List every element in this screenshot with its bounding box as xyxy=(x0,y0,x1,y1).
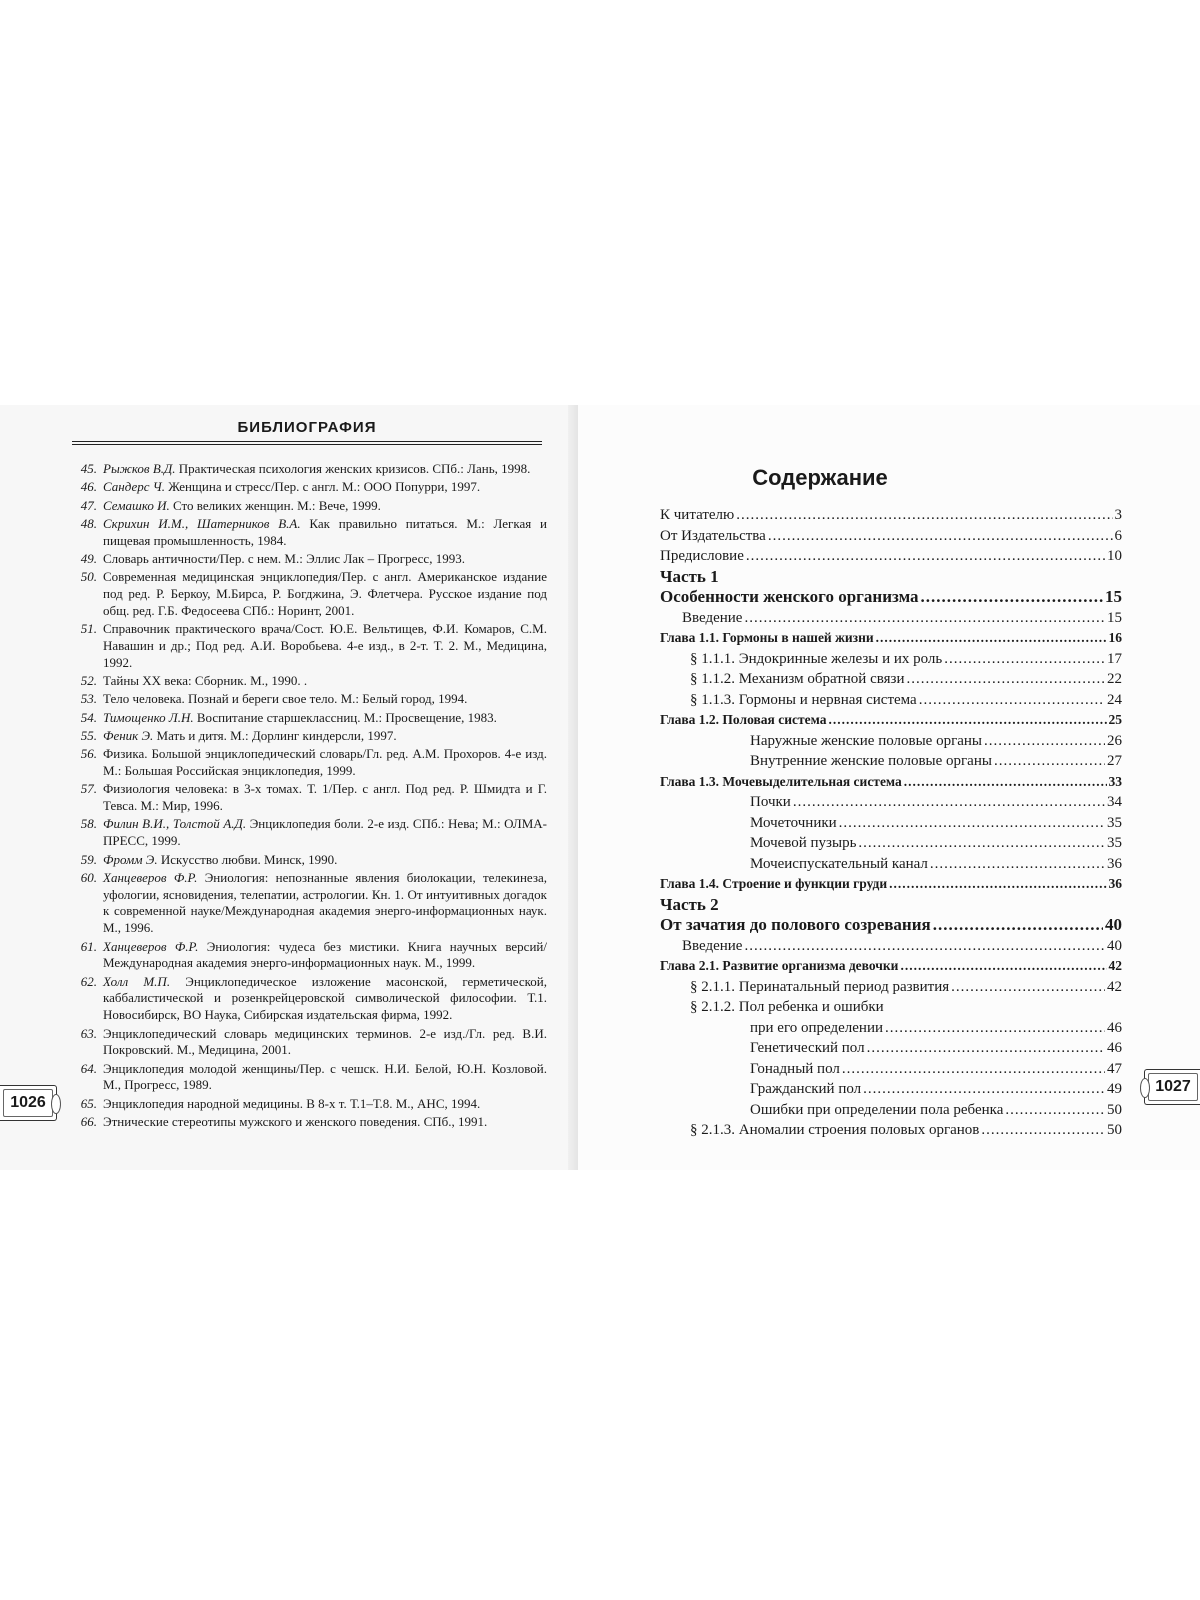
toc-entry xyxy=(660,813,1122,834)
bibliography-entry xyxy=(82,673,547,690)
entry-author: Рыжков В.Д. xyxy=(103,461,176,476)
entry-author: Фромм Э. xyxy=(103,851,158,867)
toc-page-number: 10 xyxy=(1107,548,1122,564)
bibliography-entry xyxy=(82,870,547,937)
dot-leader xyxy=(828,710,1106,731)
entry-text: Словарь античности/Пер. с нем. М.: Эллис Лак – Прогресс, 1993. xyxy=(103,550,465,566)
toc-entry-title: Ошибки при определении пола ребенка xyxy=(750,1101,1004,1118)
entry-author: Филин В.И., Толстой А.Д. xyxy=(103,816,247,832)
dot-leader xyxy=(984,731,1105,752)
entry-text: Энциклопедия народной медицины. В 8-х т. Т.1–Т.8. М., АНС, 1994. xyxy=(103,1095,481,1111)
dot-leader xyxy=(906,669,1105,690)
toc-entry xyxy=(660,895,1122,916)
dot-leader xyxy=(904,772,1107,793)
entry-text: Эниология: чудеса без мистики. Книга научных версий/ Международная академия энерго-информационных наук. М., 1999. xyxy=(103,938,547,971)
toc-entry-title: Глава 1.3. Мочевыделительная система xyxy=(660,773,902,789)
dot-leader xyxy=(736,505,1112,526)
toc-page-number: 27 xyxy=(1107,753,1122,769)
toc-entry xyxy=(660,854,1122,875)
entry-number: 66. xyxy=(80,1113,97,1129)
bibliography-entry xyxy=(82,1114,547,1131)
toc-entry-title: § 1.1.3. Гормоны и нервная система xyxy=(690,691,917,708)
toc-page-number: 35 xyxy=(1107,814,1122,831)
entry-number: 61. xyxy=(80,938,97,954)
toc-page-number: 36 xyxy=(1108,876,1122,891)
toc-page-number: 15 xyxy=(1105,587,1122,606)
toc-entry-title: Мочеточники xyxy=(750,814,837,831)
toc-entry xyxy=(660,1120,1122,1141)
tab-ornament xyxy=(1140,1078,1150,1098)
dot-leader xyxy=(933,915,1103,936)
entry-text: Воспитание старшеклассниц. М.: Просвещение, 1983. xyxy=(193,709,497,725)
dot-leader xyxy=(744,936,1105,957)
toc-entry-title: Особенности женского организма xyxy=(660,587,919,606)
dot-leader xyxy=(1005,1100,1105,1121)
entry-author: Феник Э. xyxy=(103,727,154,743)
toc-entry xyxy=(660,1059,1122,1080)
entry-number: 55. xyxy=(80,727,97,743)
entry-number: 65. xyxy=(80,1095,97,1111)
toc-entry xyxy=(660,997,1122,1018)
entry-number: 45. xyxy=(80,461,97,476)
page-number: 1026 xyxy=(10,1094,46,1111)
toc-page-number: 40 xyxy=(1107,937,1122,954)
toc-entry xyxy=(660,731,1122,752)
dot-leader xyxy=(793,792,1105,813)
toc-entry xyxy=(660,915,1122,936)
bibliography-entry xyxy=(82,781,547,815)
toc-entry xyxy=(660,1100,1122,1121)
entry-number: 57. xyxy=(80,781,97,797)
book-spread xyxy=(0,405,1200,1170)
toc-page-number: 50 xyxy=(1107,1122,1122,1138)
toc-entry-title: Внутренние женские половые органы xyxy=(750,753,992,769)
bibliography-entry xyxy=(82,1096,547,1113)
bibliography-entry xyxy=(82,516,547,550)
entry-text: Современная медицинская энциклопедия/Пер. с англ. Американское издание под ред. Р. Беркоу, М.Бирса, Р. Богджина, Э. Флетчера. Русское издание под общ. ред. Г.Б. Федосеева СПб.: Норинт, 2001. xyxy=(103,569,547,618)
toc-entry xyxy=(660,710,1122,731)
toc-entry-title: Глава 2.1. Развитие организма девочки xyxy=(660,958,899,973)
entry-number: 49. xyxy=(80,550,97,566)
bibliography-entry xyxy=(82,621,547,671)
bibliography-list xyxy=(82,461,547,1132)
toc-page-number: 46 xyxy=(1107,1019,1122,1036)
toc-page-number: 22 xyxy=(1107,671,1122,687)
toc-entry-title: Часть 1 xyxy=(660,566,719,586)
toc-entry xyxy=(660,792,1122,813)
bibliography-entry xyxy=(82,746,547,780)
toc-entry-title: Наружные женские половые органы xyxy=(750,732,983,749)
toc-entry xyxy=(660,956,1122,977)
toc-entry-title: Мочеиспускательный канал xyxy=(750,855,928,872)
entry-text: Женщина и стресс/Пер. с англ. М.: ООО Попурри, 1997. xyxy=(164,479,481,495)
toc-entry-title: § 2.1.2. Пол ребенка и ошибки xyxy=(690,999,884,1015)
bibliography-entry xyxy=(82,728,547,745)
entry-number: 47. xyxy=(80,497,97,513)
dot-leader xyxy=(900,956,1106,977)
entry-text: Тело человека. Познай и береги свое тело. М.: Белый город, 1994. xyxy=(103,691,468,707)
page-number: 1027 xyxy=(1155,1078,1191,1095)
entry-text: Энциклопедия молодой женщины/Пер. с чешск. Н.И. Белой, Ю.Н. Козловой. М., Прогресс, 1989. xyxy=(103,1060,547,1093)
toc-entry-title: Глава 1.4. Строение и функции груди xyxy=(660,876,888,891)
entry-text: Энциклопедический словарь медицинских терминов. 2-е изд./Гл. ред. В.И. Покровский. М., Медицина, 2001. xyxy=(103,1025,547,1058)
toc-entry-title: § 2.1.3. Аномалии строения половых органов xyxy=(690,1122,980,1138)
toc-page-number: 36 xyxy=(1107,855,1122,872)
entry-text: Сто великих женщин. М.: Вече, 1999. xyxy=(169,497,381,513)
toc-page-number: 47 xyxy=(1107,1060,1122,1077)
dot-leader xyxy=(919,690,1105,711)
bibliography-entry xyxy=(82,691,547,708)
toc-entry-title: § 2.1.1. Перинатальный период развития xyxy=(690,978,950,995)
toc-entry-title: § 1.1.2. Механизм обратной связи xyxy=(690,671,905,687)
toc-entry xyxy=(660,505,1122,526)
toc-entry xyxy=(660,874,1122,895)
dot-leader xyxy=(858,833,1105,854)
bibliography-entry xyxy=(82,569,547,619)
page-number-tab xyxy=(0,1085,57,1121)
toc-entry-title: Мочевой пузырь xyxy=(750,835,857,851)
toc-entry-title: Генетический пол xyxy=(750,1040,865,1056)
dot-leader xyxy=(930,854,1105,875)
toc-entry xyxy=(660,628,1122,649)
entry-text: Этнические стереотипы мужского и женского поведения. СПб., 1991. xyxy=(103,1113,488,1129)
toc-entry xyxy=(660,649,1122,670)
toc-page-number: 50 xyxy=(1107,1101,1122,1118)
entry-number: 58. xyxy=(80,816,97,832)
toc-entry-title: Глава 1.1. Гормоны в нашей жизни xyxy=(660,630,874,645)
toc-entry-title: К читателю xyxy=(660,507,735,523)
entry-text: Физиология человека: в 3-х томах. Т. 1/Пер. с англ. Под ред. Р. Шмидта и Г. Тевса. М.: Мир, 1996. xyxy=(103,781,547,814)
toc-entry xyxy=(660,608,1122,629)
bibliography-entry xyxy=(82,1061,547,1095)
toc-page-number: 42 xyxy=(1108,958,1122,973)
toc-entry xyxy=(660,1079,1122,1100)
toc-entry-title: Гонадный пол xyxy=(750,1060,840,1077)
entry-text: Искусство любви. Минск, 1990. xyxy=(157,851,338,867)
bibliography-entry xyxy=(82,852,547,869)
toc-page-number: 26 xyxy=(1107,732,1122,749)
head-rule xyxy=(72,444,542,445)
table-of-contents xyxy=(660,505,1122,1141)
toc-entry xyxy=(660,1038,1122,1059)
entry-author: Холл М.П. xyxy=(103,973,171,989)
toc-entry xyxy=(660,1018,1122,1039)
dot-leader xyxy=(951,977,1105,998)
entry-text: Эниология: непознанные явления биолокации, телекинеза, уфологии, ясновидения, телепатии, астрологии. Кн. 1. От интуитивных догадок к современной науке/Международная академия энерго-информационных наук. М., 1996. xyxy=(103,869,547,936)
dot-leader xyxy=(867,1038,1105,1059)
toc-entry xyxy=(660,751,1122,772)
dot-leader xyxy=(981,1120,1105,1141)
toc-entry xyxy=(660,977,1122,998)
entry-number: 52. xyxy=(80,673,97,689)
toc-entry xyxy=(660,936,1122,957)
toc-entry xyxy=(660,690,1122,711)
toc-entry xyxy=(660,546,1122,567)
entry-author: Ханцеверов Ф.Р. xyxy=(103,938,199,954)
entry-text: Энциклопедическое изложение масонской, герметической, каббалистической и розенкрейцеровской символической философии. Т.1. Новосибирск, ВО Наука, Сибирская издательская фирма, 1992. xyxy=(103,973,547,1023)
toc-page-number: 33 xyxy=(1108,773,1122,789)
page-number-tab xyxy=(1144,1069,1200,1105)
toc-entry xyxy=(660,587,1122,608)
dot-leader xyxy=(889,874,1106,895)
dot-leader xyxy=(885,1018,1105,1039)
toc-entry-title: Введение xyxy=(682,609,743,626)
entry-text: Физика. Большой энциклопедический словарь/Гл. ред. А.М. Прохоров. 4-е изд. М.: Большая Российская энциклопедия, 1999. xyxy=(103,746,547,779)
bibliography-entry xyxy=(82,974,547,1024)
entry-number: 46. xyxy=(80,479,97,495)
entry-number: 48. xyxy=(80,515,97,531)
bibliography-entry xyxy=(82,498,547,515)
entry-number: 56. xyxy=(80,746,97,762)
toc-title: Содержание xyxy=(752,465,888,490)
toc-entry-title: Гражданский пол xyxy=(750,1081,862,1097)
entry-number: 62. xyxy=(80,973,97,989)
entry-number: 53. xyxy=(80,691,97,707)
toc-page-number: 6 xyxy=(1114,527,1122,544)
bibliography-entry xyxy=(82,479,547,496)
toc-entry-title: От зачатия до полового созревания xyxy=(660,915,931,934)
toc-page-number: 24 xyxy=(1107,691,1122,708)
toc-page-number: 40 xyxy=(1105,915,1122,934)
toc-entry-title: § 1.1.1. Эндокринные железы и их роль xyxy=(690,650,943,667)
dot-leader xyxy=(876,628,1107,649)
toc-entry-title: Введение xyxy=(682,937,743,954)
dot-leader xyxy=(746,546,1105,567)
toc-page-number: 42 xyxy=(1107,978,1122,995)
toc-entry xyxy=(660,669,1122,690)
left-page xyxy=(0,405,578,1170)
entry-number: 64. xyxy=(80,1060,97,1076)
toc-entry-title: Почки xyxy=(750,794,791,810)
entry-author: Сандерс Ч. xyxy=(103,479,165,495)
toc-entry xyxy=(660,526,1122,547)
toc-page-number: 15 xyxy=(1107,609,1122,626)
entry-text: Как правильно питаться. М.: Легкая и пищевая промышленность, 1984. xyxy=(103,515,547,548)
entry-number: 54. xyxy=(80,709,97,725)
dot-leader xyxy=(839,813,1105,834)
tab-ornament xyxy=(51,1094,61,1114)
entry-number: 59. xyxy=(80,851,97,867)
dot-leader xyxy=(768,526,1113,547)
toc-entry-title: при его определении xyxy=(750,1019,883,1036)
dot-leader xyxy=(863,1079,1105,1100)
toc-entry xyxy=(660,567,1122,588)
entry-author: Семашко И. xyxy=(103,497,170,513)
toc-page-number: 25 xyxy=(1108,712,1122,727)
toc-entry-title: Глава 1.2. Половая система xyxy=(660,712,827,727)
head-rule xyxy=(72,441,542,442)
entry-number: 51. xyxy=(80,621,97,637)
toc-entry-title: От Издательства xyxy=(660,527,766,544)
dot-leader xyxy=(744,608,1105,629)
entry-author: Тимощенко Л.Н. xyxy=(103,709,194,725)
bibliography-entry xyxy=(82,1026,547,1060)
bibliography-entry xyxy=(82,461,547,478)
toc-page-number: 49 xyxy=(1107,1081,1122,1097)
toc-page-number: 34 xyxy=(1107,794,1122,810)
entry-text: Практическая психология женских кризисов. СПб.: Лань, 1998. xyxy=(175,461,531,476)
dot-leader xyxy=(994,751,1105,772)
entry-number: 60. xyxy=(80,869,97,885)
toc-page-number: 16 xyxy=(1108,630,1122,645)
toc-page-number: 17 xyxy=(1107,650,1122,667)
dot-leader xyxy=(842,1059,1105,1080)
bibliography-entry xyxy=(82,710,547,727)
entry-number: 50. xyxy=(80,569,97,585)
bibliography-entry xyxy=(82,551,547,568)
running-head: БИБЛИОГРАФИЯ xyxy=(237,419,377,436)
toc-entry-title: Предисловие xyxy=(660,548,744,564)
dot-leader xyxy=(944,649,1105,670)
entry-text: Мать и дитя. М.: Дорлинг киндерсли, 1997. xyxy=(153,727,397,743)
toc-entry-title: Часть 2 xyxy=(660,894,719,914)
entry-text: Тайны XX века: Сборник. М., 1990. . xyxy=(103,673,308,689)
toc-page-number: 35 xyxy=(1107,835,1122,851)
bibliography-entry xyxy=(82,816,547,850)
entry-text: Энциклопедия боли. 2-е изд. СПб.: Нева; М.: ОЛМА-ПРЕСС, 1999. xyxy=(103,816,547,849)
toc-entry xyxy=(660,833,1122,854)
bibliography-entry xyxy=(82,939,547,973)
entry-number: 63. xyxy=(80,1025,97,1041)
entry-author: Ханцеверов Ф.Р. xyxy=(103,869,198,885)
toc-entry xyxy=(660,772,1122,793)
entry-text: Справочник практического врача/Сост. Ю.Е. Вельтищев, Ф.И. Комаров, С.М. Навашин и др.; Под ред. А.И. Воробьева. 4-е изд., в 2-т. Т. 2. М., Медицина, 1992. xyxy=(103,621,547,670)
dot-leader xyxy=(921,587,1103,608)
toc-page-number: 46 xyxy=(1107,1040,1122,1056)
toc-page-number: 3 xyxy=(1114,507,1122,523)
entry-author: Скрихин И.М., Шатерников В.А. xyxy=(103,515,301,531)
